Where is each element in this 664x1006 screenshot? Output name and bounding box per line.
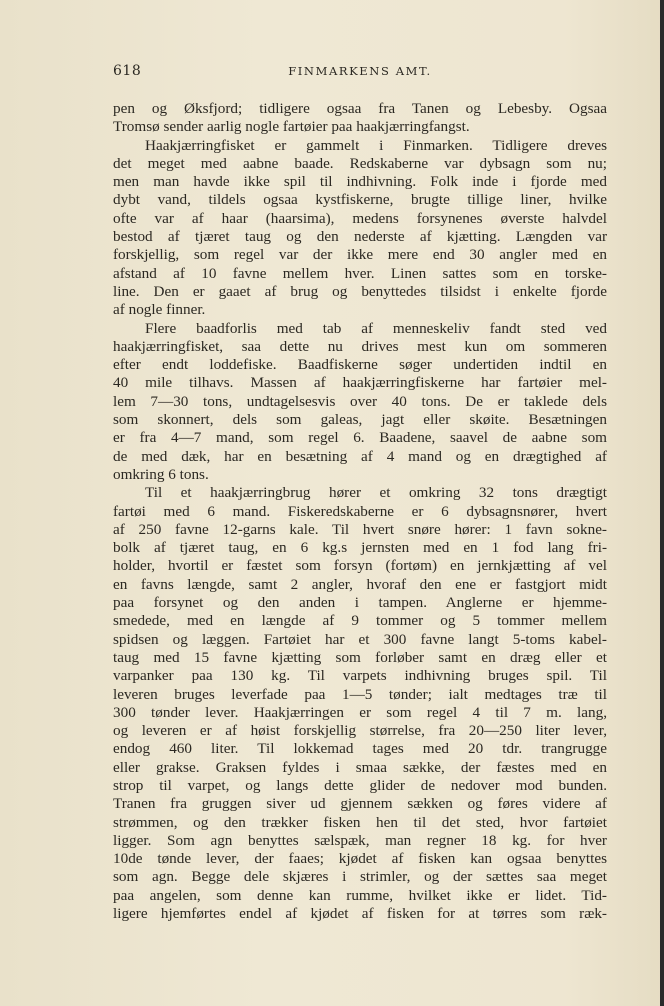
text-line: eller grakse. Graksen fyldes i smaa sække, der fæstes med en [113,758,607,776]
text-line: Tromsø sender aarlig nogle fartøier paa haakjærringfangst. [113,118,470,136]
text-line: Til et haakjærringbrug hører et omkring 32 tons drægtigt [145,484,607,502]
text-line: det meget med aabne baade. Redskaberne var dybsagn som nu; [113,154,607,172]
text-line: ofte var af haar (haarsima), medens forsynenes øverste halvdel [113,209,607,227]
text-line: og leveren er af høist forskjellig størrelse, fra 20—250 liter lever, [113,722,607,740]
text-line: 40 mile tilhavs. Massen af haakjærringfiskerne har fartøier mel- [113,374,607,392]
text-line: en favns længde, samt 2 angler, hvoraf den ene er fastgjort midt [113,575,607,593]
text-line: strømmen, og den trækker fisken hen til det sted, hvor fartøiet [113,813,607,831]
text-line: endog 460 liter. Til lokkemad tages med 20 tdr. trangrugge [113,740,607,758]
text-line: Haakjærringfisket er gammelt i Finmarken. Tidligere dreves [145,136,607,154]
text-line: paa forsynet og den anden i tampen. Anglerne er hjemme- [113,594,607,612]
body-text [113,100,607,923]
page-number: 618 [113,63,142,79]
text-line: fartøi med 6 mand. Fiskeredskaberne er 6 dybsagnsnører, hvert [113,502,607,520]
text-line: leveren bruges leverfade paa 1—5 tønder; ialt medtages træ til [113,685,607,703]
text-line: line. Den er gaaet af brug og benyttedes tilsidst i enkelte fjorde [113,282,607,300]
text-line: taug med 15 favne kjætting som forløber samt en dræg eller et [113,648,607,666]
running-title: FINMARKENS AMT. [288,64,432,78]
text-line: lem 7—30 tons, undtagelsesvis over 40 tons. De er taklede dels [113,392,607,410]
text-line: Flere baadforlis med tab af menneskeliv fandt sted ved [145,319,607,337]
text-line: omkring 6 tons. [113,465,209,483]
text-line: bolk af tjæret taug, en 6 kg.s jernsten med en 1 fod lang fri- [113,539,607,557]
text-line: men man havde ikke spil til indhivning. Folk inde i fjorde med [113,173,607,191]
text-line: efter endt loddefiske. Baadfiskerne søger undertiden indtil en [113,356,607,374]
text-line: varpanker paa 130 kg. Til varpets indhivning bruges spil. Til [113,667,607,685]
text-line: holder, hvortil er fæstet som forsyn (fortøm) en jernkjætting af vel [113,557,607,575]
text-line: paa angelen, som denne kan rumme, hvilket ikke er lidet. Tid- [113,886,607,904]
text-line: ligere hjemførtes endel af kjødet af fisken for at tørres som ræk- [113,905,607,923]
text-line: forskjellig, som regel var der ikke mere end 30 angler med en [113,246,607,264]
text-line: de med dæk, har en besætning af 4 mand og en drægtighed af [113,447,607,465]
text-line: 10de tønde lever, der faaes; kjødet af fisken kan ogsaa benyttes [113,850,607,868]
page-edge-shadow [660,0,664,1006]
text-line: som agn. Begge dele skjæres i strimler, og der sættes saa meget [113,868,607,886]
text-line: haakjærringfisket, saa dette nu drives mest kun om sommeren [113,337,607,355]
text-line: som skonnert, dels som galeas, jagt eller skøite. Besætningen [113,411,607,429]
text-line: afstand af 10 favne mellem hver. Linen sattes som en torske- [113,264,607,282]
text-line: Tranen fra gruggen siver ud gjennem sækken og føres videre af [113,795,607,813]
text-line: er fra 4—7 mand, som regel 6. Baadene, saavel de aabne som [113,429,607,447]
text-line: bestod af tjæret taug og den nederste af kjætting. Længden var [113,228,607,246]
text-line: 300 tønder lever. Haakjærringen er som regel 4 til 7 m. lang, [113,703,607,721]
text-line: af 250 favne 12-garns kale. Til hvert snøre hører: 1 favn sokne- [113,520,607,538]
text-line: ligger. Som agn benyttes sælspæk, man regner 18 kg. for hver [113,831,607,849]
text-line: strop til varpet, og langs dette glider de nedover mod bunden. [113,776,607,794]
text-line: smedede, med en længde af 9 tommer og 5 tommer mellem [113,612,607,630]
text-line: pen og Øksfjord; tidligere ogsaa fra Tanen og Lebesby. Ogsaa [113,100,607,117]
text-line: spidsen og læggen. Fartøiet har et 300 favne langt 5-toms kabel- [113,630,607,648]
page-header [113,63,607,83]
text-line: af nogle finner. [113,301,206,319]
text-line: dybt vand, tildels ogsaa kystfiskerne, brugte tillige liner, hvilke [113,191,607,209]
